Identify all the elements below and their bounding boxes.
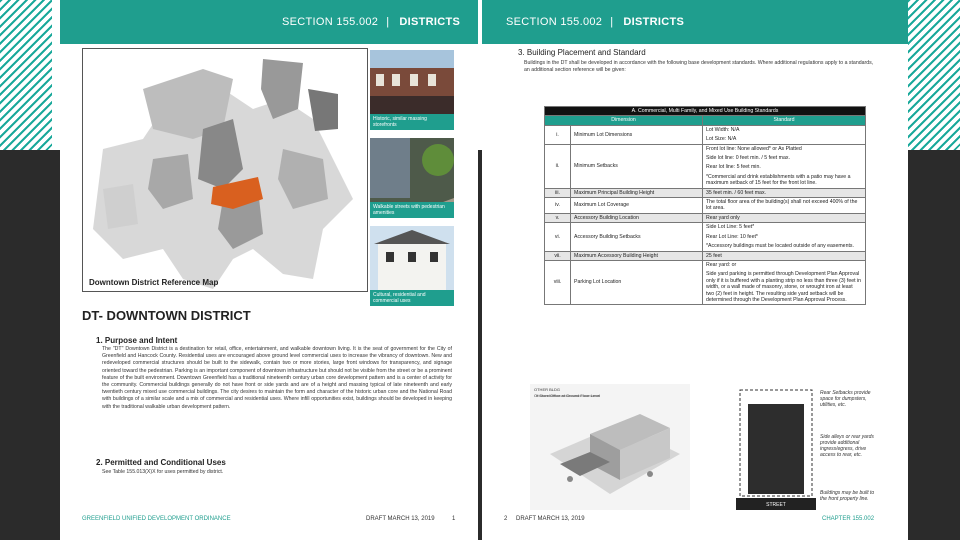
header-separator: | xyxy=(610,16,614,28)
row-dimension: Parking Lot Location xyxy=(571,260,703,304)
row-dimension: Accessory Building Location xyxy=(571,213,703,222)
street-label: STREET xyxy=(766,502,786,508)
row-standard xyxy=(703,144,866,188)
standard-line: Rear Lot Line: 10 feet* xyxy=(706,233,758,240)
row-standard xyxy=(703,125,866,144)
page-header xyxy=(60,0,478,44)
photo-caption: Walkable streets with pedestrian amenities xyxy=(370,202,454,218)
standard-line: Rear yard only xyxy=(706,214,740,221)
header-title: DISTRICTS xyxy=(399,16,461,28)
page-header xyxy=(482,0,908,44)
table-row xyxy=(545,198,866,214)
standards-table xyxy=(544,106,866,305)
right-stripe-decoration xyxy=(908,0,960,150)
photo-storefronts xyxy=(370,50,454,130)
row-number: viii. xyxy=(545,260,571,304)
table-row xyxy=(545,251,866,260)
table-title: A. Commercial, Multi Family, and Mixed Use Building Standards xyxy=(545,107,866,116)
standard-line: Side lot line: 0 feet min. / 5 feet max. xyxy=(706,155,790,162)
building-diagram xyxy=(530,384,690,510)
photo-streets xyxy=(370,138,454,218)
standard-line: Side yard parking is permitted through Development Plan Approval only if it is buffered with a planting strip no less than three (3) feet in width, or a wall made of masonry, stone, or wrought iron at least two (2) feet in height. The resulting side yard setback will be determined through the Development Plan Approval Process. xyxy=(706,271,862,303)
standard-line: *Commercial and drink establishments with a patio may have a maximum setback of 15 feet for the front lot line. xyxy=(706,173,851,187)
footer-chapter: CHAPTER 155.002 xyxy=(822,516,875,522)
section-heading-uses: 2. Permitted and Conditional Uses xyxy=(96,458,226,467)
table-row xyxy=(545,213,866,222)
standard-line: Lot Width: N/A xyxy=(706,126,740,133)
plan-note-rear: Rear Setbacks provide space for dumpsters, utilities, etc. xyxy=(820,390,871,408)
map-graphic xyxy=(83,49,368,292)
row-number: vi. xyxy=(545,223,571,251)
site-plan xyxy=(736,384,816,510)
photo-residential xyxy=(370,226,454,306)
page-number: 1 xyxy=(452,516,456,522)
header-section: SECTION 155.002 xyxy=(506,16,603,28)
row-number: v. xyxy=(545,213,571,222)
document-title: DT- DOWNTOWN DISTRICT xyxy=(82,308,251,323)
photo-caption: Historic, similar massing storefronts xyxy=(370,114,454,130)
photo-caption: Cultural, residential and commercial uses xyxy=(370,290,454,306)
footer-draft-date: DRAFT MARCH 13, 2019 xyxy=(366,516,435,522)
plan-note-front: Buildings may be built to the front property line. xyxy=(820,490,875,502)
footer-draft-date: DRAFT MARCH 13, 2019 xyxy=(516,516,585,522)
standard-line: 25 feet xyxy=(706,252,722,259)
plan-note-side: Side alleys or rear yards provide additional ingress/egress, drive access to rear, etc. xyxy=(820,434,874,458)
row-standard xyxy=(703,213,866,222)
column-header-standard: Standard xyxy=(703,116,866,125)
page-number: 2 xyxy=(504,516,508,522)
standard-line: Front lot line: None allowed* or As Platted xyxy=(706,145,802,152)
standard-line: Side Lot Line: 5 feet* xyxy=(706,224,755,231)
left-stripe-decoration xyxy=(0,0,52,150)
diagram-label: Of Store/Office at Ground Floor Level xyxy=(534,393,601,398)
standard-line: 35 feet min. / 60 feet max. xyxy=(706,189,766,196)
standard-line: Rear yard: or xyxy=(706,261,737,268)
row-number: iv. xyxy=(545,198,571,214)
row-dimension: Minimum Setbacks xyxy=(571,144,703,188)
table-row xyxy=(545,260,866,304)
right-page xyxy=(482,0,908,540)
diagram-label: OTHER BLDG xyxy=(534,387,561,392)
footer-ordinance: GREENFIELD UNIFIED DEVELOPMENT ORDINANCE xyxy=(82,516,231,522)
purpose-text: The "DT" Downtown District is a destination for retail, office, entertainment, and walkable downtown living. It is the seat of government for the City of Greenfield and Hancock County. Residential uses are encouraged above ground level commercial uses to increase the vibrancy of downtown. New and redeveloped commercial structures should be built to the sidewalk, contain two or more stories, large front windows for transparency, and signage oriented toward the pedestrian. Parking is an important component of downtown infrastructure but should not be visible from the street or be a prominent feature of the built environment. Downtown Greenfield has a traditional nineteenth century urban core development pattern and is a center of activity for the community. Commercial buildings generally do not have front or side yards and are of a height and massing typical of late nineteenth and early twentieth century mixed use commercial buildings. The city desires to maintain the form and character of the historic urban core and the National Road with buildings of a similar scale and a mix of commercial and residential uses. Where infill opportunities exist, buildings should be developed in keeping with the traditional walkable urban development pattern. xyxy=(102,346,452,410)
standard-line: Rear lot line: 5 feet min. xyxy=(706,164,761,171)
header-section: SECTION 155.002 xyxy=(282,16,379,28)
row-dimension: Maximum Lot Coverage xyxy=(571,198,703,214)
uses-text: See Table 155.013(X)X for uses permitted by district. xyxy=(102,469,224,475)
row-dimension: Accessory Building Setbacks xyxy=(571,223,703,251)
column-header-dimension: Dimension xyxy=(545,116,703,125)
row-standard xyxy=(703,251,866,260)
table-row xyxy=(545,223,866,251)
row-standard xyxy=(703,260,866,304)
row-number: iii. xyxy=(545,188,571,197)
left-page xyxy=(60,0,478,540)
site-plan-graphic xyxy=(736,384,816,510)
section-heading-purpose: 1. Purpose and Intent xyxy=(96,336,178,345)
row-standard xyxy=(703,223,866,251)
header-title: DISTRICTS xyxy=(623,16,685,28)
placement-intro-text: Buildings in the DT shall be developed in accordance with the following base development standards. Where additional regulations apply to a standards, an additional section reference will be given: xyxy=(524,60,874,73)
row-dimension: Maximum Principal Building Height xyxy=(571,188,703,197)
row-number: i. xyxy=(545,125,571,144)
building-diagram-graphic xyxy=(530,384,690,510)
map-caption: Downtown District Reference Map xyxy=(89,278,219,287)
district-map xyxy=(82,48,368,292)
table-row xyxy=(545,125,866,144)
row-dimension: Maximum Accessory Building Height xyxy=(571,251,703,260)
row-dimension: Minimum Lot Dimensions xyxy=(571,125,703,144)
table-row xyxy=(545,188,866,197)
row-number: ii. xyxy=(545,144,571,188)
section-heading-placement: 3. Building Placement and Standard xyxy=(518,48,646,57)
standard-line: Lot Size: N/A xyxy=(706,136,737,143)
row-standard xyxy=(703,188,866,197)
standard-line: The total floor area of the building(s) shall not exceed 400% of the lot area. xyxy=(706,199,858,212)
row-number: vii. xyxy=(545,251,571,260)
table-row xyxy=(545,144,866,188)
table-body xyxy=(545,125,866,305)
header-separator: | xyxy=(386,16,390,28)
row-standard xyxy=(703,198,866,214)
standard-line: *Accessory buildings must be located outside of any easements. xyxy=(706,243,854,250)
